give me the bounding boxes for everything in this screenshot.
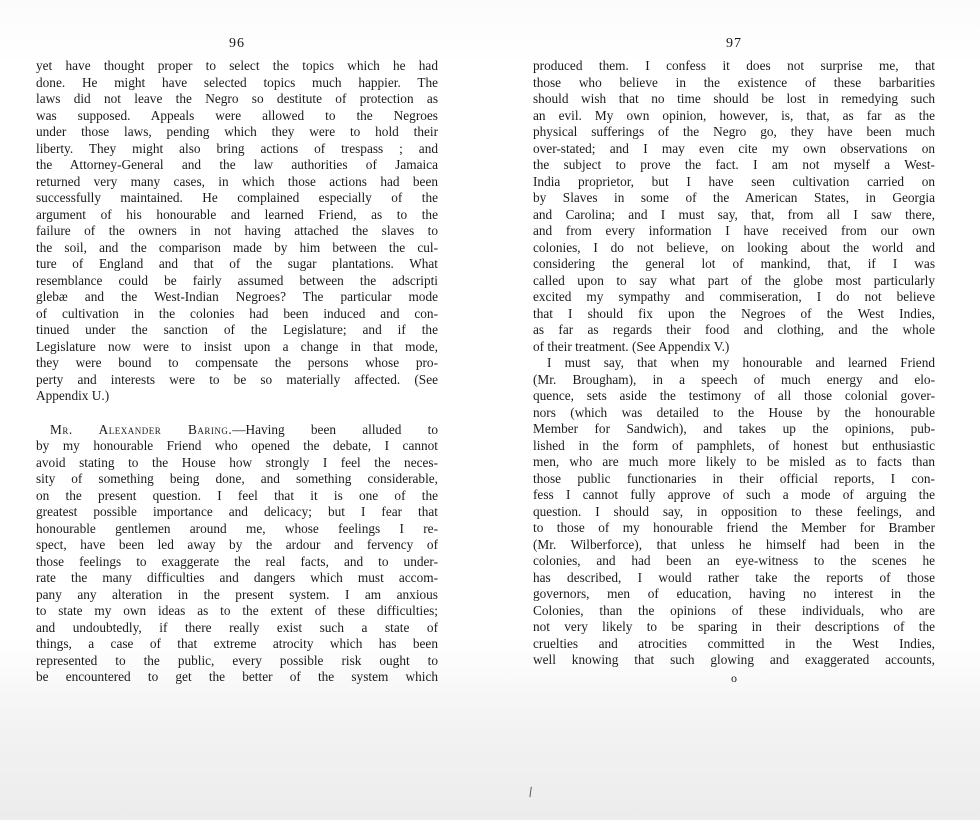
text-line: (Mr. Brougham), in a speech of much energy and elo- (533, 371, 935, 387)
text-line: was supposed. Appeals were allowed to the Negroes (36, 107, 438, 123)
text-line: excited my sympathy and commiseration, I do not believe (533, 289, 935, 304)
text-line: honourable gentlemen around me, whose feelings I re- (36, 520, 438, 536)
text-line: over-stated; and I may even cite my own observations on (533, 140, 935, 156)
text-line: the soil, and the comparison made by him between the cul- (36, 239, 438, 255)
text-line: lished in the form of pamphlets, of honest but enthusiastic (533, 437, 935, 453)
text-line: of their treatment. (See Appendix V.) (533, 338, 730, 354)
paragraph (533, 355, 935, 669)
text-line: and Carolina; and I must say, that, from all I saw there, (533, 206, 935, 222)
text-line: India proprietor, but I have seen cultivation carried on (533, 173, 935, 189)
text-line: cruelties and atrocities committed in the West Indies, (533, 635, 935, 651)
text-line: rate the many difficulties and dangers which must accom- (36, 570, 438, 585)
text-line: by Slaves in some of the American States, in Georgia (533, 190, 935, 205)
text-line: that I should fix upon the Negroes of the West Indies, (533, 305, 935, 321)
text-line: those public functionaries in their official reports, I con- (533, 470, 935, 486)
page-number: 97 (726, 36, 742, 51)
text-line: by my honourable Friend who opened the debate, I cannot (36, 438, 438, 453)
paragraph-gap (36, 405, 438, 422)
text-line: to state my own ideas as to the extent of these difficulties; (36, 603, 438, 618)
scan-speck: ∖ (523, 784, 537, 801)
text-line: tinued under the sanction of the Legislature; and if the (36, 322, 438, 337)
signature-mark: o (731, 670, 737, 685)
text-line: considering the general lot of mankind, that, if I was (533, 256, 935, 271)
text-line: greatest possible importance and delicacy; but I fear that (36, 504, 438, 519)
text-line: produced them. I confess it does not surprise me, that (533, 58, 935, 73)
text-line: under those laws, pending which they were to hold their (36, 124, 438, 139)
text-line: an evil. My own opinion, however, is, that, as far as the (533, 107, 935, 123)
text-line: things, a case of that extreme atrocity which has been (36, 636, 438, 651)
text-line: as far as regards their food and clothing, and the whole (533, 322, 935, 337)
text-line: governors, men of education, having no interest in the (533, 586, 935, 601)
speaker-name: Mr. Alexander Baring. (50, 421, 233, 437)
text-line: Member for Sandwich), and takes up the opinions, pub- (533, 421, 935, 436)
text-line: done. He might have selected topics much happier. The (36, 74, 438, 90)
text-line: called upon to say what part of the globe most particularly (533, 272, 935, 288)
text-line: failure of the owners in not having attached the slaves to (36, 223, 438, 238)
text-line: spect, have been led away by the ardour and fervency of (36, 537, 438, 552)
text-line: physical sufferings of the Negro go, they have been much (533, 124, 935, 139)
text-line: of cultivation in the colonies had been induced and con- (36, 305, 438, 321)
page-number: 96 (229, 36, 245, 51)
text-line: they were bound to compensate the persons whose pro- (36, 355, 438, 370)
text-line: Legislature now were to insist upon a change in that mode, (36, 338, 438, 354)
text-line: laws did not leave the Negro so destitute of protection as (36, 91, 438, 106)
text-line: yet have thought proper to select the topics which he had (36, 58, 438, 73)
left-page (36, 34, 438, 686)
text-line: and undoubtedly, if there really exist such a state of (36, 619, 438, 635)
text-line: glebæ and the West-Indian Negroes? The particular mode (36, 289, 438, 304)
text-line: sity of something being done, and something considerable, (36, 471, 438, 486)
text-line: ture of England and that of the sugar plantations. What (36, 256, 438, 271)
text-line: well knowing that such glowing and exaggerated accounts, (533, 652, 935, 667)
text-line: colonies, I do not believe, on looking about the world and (533, 239, 935, 255)
speech-opening-text: —Having been alluded to (232, 421, 438, 437)
text-line: avoid stating to the House how strongly I feel the neces- (36, 454, 438, 470)
text-line: those who believe in the existence of these barbarities (533, 74, 935, 90)
text-line: returned very many cases, in which those actions had been (36, 173, 438, 189)
text-line: argument of his honourable and learned Friend, as to the (36, 206, 438, 222)
text-line: colonies, and had been an eye-witness to the scenes he (533, 553, 935, 568)
speech-paragraph (36, 422, 438, 686)
text-line: men, who are much more likely to be misled as to facts than (533, 454, 935, 469)
text-line: question. I should say, in opposition to these feelings, and (533, 503, 935, 519)
text-line: perty and interests were to be so materially affected. (See (36, 371, 438, 387)
paragraph (533, 58, 935, 355)
text-line: Appendix U.) (36, 388, 110, 403)
text-line: liberty. They might also bring actions of trespass ; and (36, 140, 438, 156)
text-line: successfully maintained. He complained especially of the (36, 190, 438, 205)
text-line: quence, sets aside the testimony of all those colonial gover- (533, 388, 935, 403)
text-line: Colonies, than the opinions of these individuals, who are (533, 602, 935, 618)
text-line: has described, I would rather take the reports of those (533, 569, 935, 585)
paragraph (36, 58, 438, 405)
text-line: on the present question. I feel that it is one of the (36, 487, 438, 503)
speech-opening-line (36, 422, 438, 439)
text-line: represented to the public, every possible risk ought to (36, 652, 438, 668)
text-line: I must say, that when my honourable and learned Friend (547, 355, 935, 370)
text-line: be encountered to get the better of the system which (36, 669, 438, 684)
text-line: those feelings to exaggerate the real facts, and to under- (36, 553, 438, 569)
text-line: and from every information I have received from our own (533, 223, 935, 238)
text-line: fess I cannot fully approve of such a mode of arguing the (533, 487, 935, 502)
text-line: pany any alteration in the present system. I am anxious (36, 586, 438, 602)
text-line: nors (which was detailed to the House by the honourable (533, 404, 935, 420)
right-page (533, 34, 935, 685)
text-line: the subject to prove the fact. I am not myself a West- (533, 157, 935, 172)
text-line: to those of my honourable friend the Member for Bramber (533, 520, 935, 535)
text-line: should wish that no time should be lost in remedying such (533, 91, 935, 106)
text-line: resemblance could be fairly assumed between the adscripti (36, 272, 438, 288)
text-line: (Mr. Wilberforce), that unless he himself had been in the (533, 536, 935, 552)
text-line: the Attorney-General and the law authorities of Jamaica (36, 157, 438, 172)
text-line: not very likely to be sparing in their descriptions of the (533, 619, 935, 634)
